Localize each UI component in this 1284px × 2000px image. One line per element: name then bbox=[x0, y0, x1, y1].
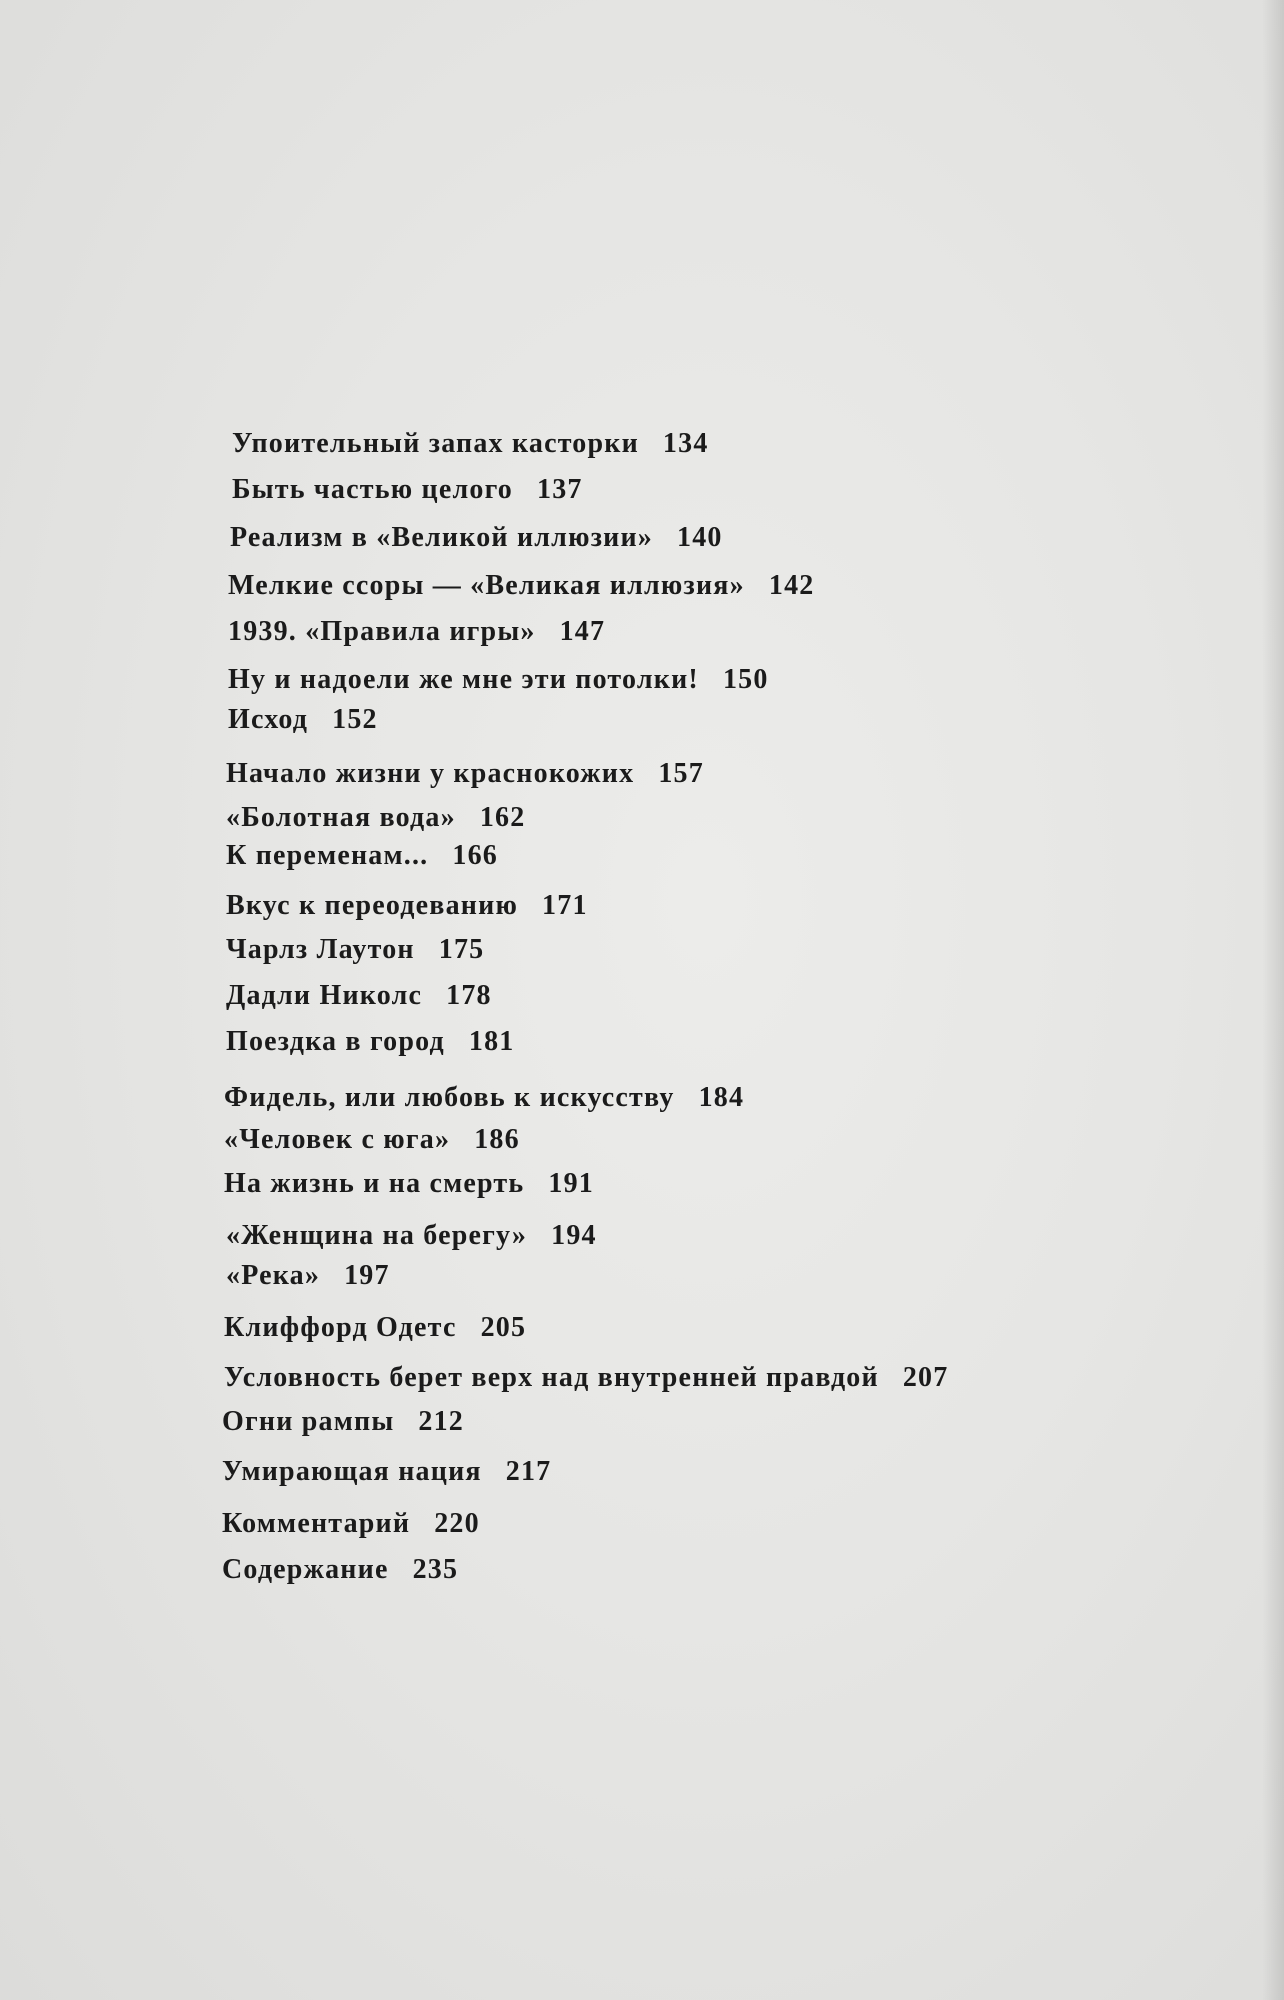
toc-entry-title: Клиффорд Одетс bbox=[224, 1312, 457, 1343]
toc-entry-title: Комментарий bbox=[222, 1508, 411, 1539]
toc-entry bbox=[222, 1458, 551, 1486]
toc-entry-page: 147 bbox=[559, 616, 606, 647]
toc-entry-title: Чарлз Лаутон bbox=[226, 934, 415, 965]
toc-entry-page: 207 bbox=[902, 1362, 949, 1393]
toc-entry bbox=[226, 1028, 515, 1056]
toc-entry bbox=[222, 1556, 458, 1584]
toc-entry-page: 217 bbox=[505, 1456, 552, 1487]
toc-entry-page: 205 bbox=[480, 1312, 527, 1343]
toc-entry-page: 157 bbox=[658, 758, 704, 789]
toc-entry-title: Фидель, или любовь к искусству bbox=[224, 1082, 675, 1113]
toc-entry-title: Начало жизни у краснокожих bbox=[226, 758, 635, 789]
toc-entry-page: 152 bbox=[332, 704, 378, 735]
toc-entry-title: «Река» bbox=[226, 1260, 321, 1291]
toc-entry bbox=[224, 1364, 948, 1392]
toc-entry bbox=[224, 1170, 594, 1198]
toc-entry-page: 137 bbox=[537, 474, 583, 505]
toc-entry-title: Упоительный запах касторки bbox=[232, 428, 639, 459]
toc-entry-title: Вкус к переодеванию bbox=[226, 890, 519, 921]
toc-entry bbox=[226, 842, 498, 870]
toc-entry-page: 175 bbox=[438, 934, 485, 965]
toc-entry bbox=[228, 572, 814, 600]
toc-entry-page: 150 bbox=[722, 664, 769, 695]
toc-entry-title: Ну и надоели же мне эти потолки! bbox=[228, 664, 699, 695]
toc-entry-page: 186 bbox=[474, 1124, 520, 1155]
toc-entry-title: Условность берет верх над внутренней правдой bbox=[224, 1362, 879, 1393]
toc-entry-title: 1939. «Правила игры» bbox=[228, 616, 536, 647]
toc-entry-page: 162 bbox=[479, 802, 526, 833]
toc-entry bbox=[222, 1510, 480, 1538]
toc-entry bbox=[228, 706, 378, 734]
toc-entry bbox=[232, 476, 583, 504]
toc-entry-page: 220 bbox=[434, 1508, 480, 1539]
toc-entry-page: 212 bbox=[418, 1406, 465, 1437]
toc-entry-title: Дадли Николс bbox=[226, 980, 423, 1011]
toc-entry-page: 235 bbox=[412, 1554, 459, 1585]
toc-entry-title: Мелкие ссоры — «Великая иллюзия» bbox=[228, 570, 745, 601]
toc-entry bbox=[226, 760, 704, 788]
toc-entry-title: Быть частью целого bbox=[232, 474, 513, 505]
toc-entry-page: 184 bbox=[698, 1082, 745, 1113]
toc-entry bbox=[226, 936, 484, 964]
toc-entry-page: 197 bbox=[344, 1260, 390, 1291]
toc-entry bbox=[226, 804, 525, 832]
toc-entry-page: 166 bbox=[452, 840, 498, 871]
toc-entry-page: 142 bbox=[768, 570, 815, 601]
toc-entry-title: «Человек с юга» bbox=[224, 1124, 451, 1155]
toc-entry-title: Реализм в «Великой иллюзии» bbox=[230, 522, 654, 553]
toc-entry bbox=[224, 1084, 744, 1112]
toc-entry-title: Огни рампы bbox=[222, 1406, 395, 1437]
toc-entry bbox=[228, 666, 769, 694]
toc-entry bbox=[224, 1126, 520, 1154]
toc-entry bbox=[232, 430, 709, 458]
toc-entry-page: 178 bbox=[446, 980, 492, 1011]
toc-entry-title: На жизнь и на смерть bbox=[224, 1168, 525, 1199]
toc-entry bbox=[226, 1262, 390, 1290]
toc-entry bbox=[226, 982, 492, 1010]
toc-entry bbox=[226, 1222, 597, 1250]
toc-entry bbox=[224, 1314, 526, 1342]
toc-entry bbox=[226, 892, 588, 920]
toc-entry-page: 181 bbox=[468, 1026, 515, 1057]
toc-entry-title: Умирающая нация bbox=[222, 1456, 482, 1487]
toc-entry-page: 134 bbox=[662, 428, 709, 459]
toc-entry bbox=[228, 618, 605, 646]
toc-entry-title: Поездка в город bbox=[226, 1026, 445, 1057]
toc-entry-page: 171 bbox=[542, 890, 588, 921]
toc-entry-title: Исход bbox=[228, 704, 309, 735]
toc-entry-page: 140 bbox=[677, 522, 723, 553]
toc-entry-page: 191 bbox=[548, 1168, 594, 1199]
toc-entry-title: К переменам... bbox=[226, 840, 429, 871]
toc-entry-title: «Болотная вода» bbox=[226, 802, 456, 833]
toc-entry bbox=[222, 1408, 464, 1436]
toc-entry-title: «Женщина на берегу» bbox=[226, 1220, 528, 1251]
toc-entry-page: 194 bbox=[551, 1220, 597, 1251]
toc-entry-title: Содержание bbox=[222, 1554, 389, 1585]
toc-entry bbox=[230, 524, 723, 552]
